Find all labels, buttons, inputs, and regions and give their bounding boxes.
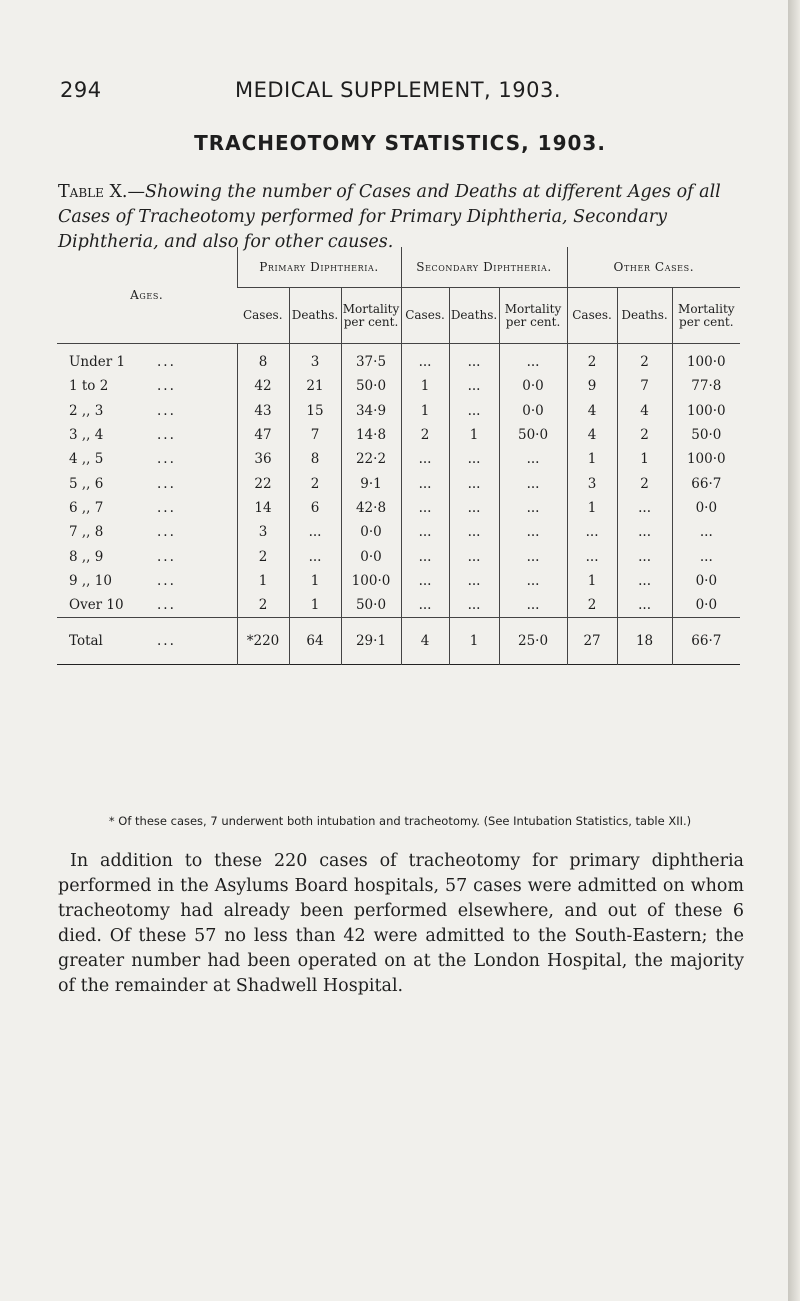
age-cell xyxy=(57,344,237,375)
subheader: Cases. xyxy=(567,288,617,344)
value-cell: 9 xyxy=(567,374,617,398)
value-cell: 42 xyxy=(237,374,289,398)
leader-dots: ... xyxy=(157,499,176,516)
value-cell: 1 xyxy=(567,496,617,520)
age-cell xyxy=(57,544,237,568)
value-cell: ... xyxy=(401,544,449,568)
total-row xyxy=(57,618,740,665)
table-row xyxy=(57,374,740,398)
age-label: 5 ,, 6 xyxy=(69,475,104,492)
value-cell: 4 xyxy=(617,399,672,423)
value-cell: ... xyxy=(499,544,567,568)
leader-dots: ... xyxy=(157,597,176,614)
table-row xyxy=(57,544,740,568)
value-cell: ... xyxy=(401,593,449,618)
value-cell: 1 xyxy=(401,399,449,423)
value-cell: ... xyxy=(449,593,499,618)
value-cell: 0·0 xyxy=(672,496,740,520)
value-cell: 2 xyxy=(617,344,672,375)
value-cell: 0·0 xyxy=(341,520,401,544)
leader-dots: ... xyxy=(157,451,176,468)
value-cell: 0·0 xyxy=(341,544,401,568)
age-label: 7 ,, 8 xyxy=(69,524,104,541)
value-cell: ... xyxy=(401,569,449,593)
value-cell: 42·8 xyxy=(341,496,401,520)
leader-dots: ... xyxy=(157,572,176,589)
value-cell: 1 xyxy=(289,569,341,593)
value-cell: ... xyxy=(449,344,499,375)
value-cell: 4 xyxy=(567,399,617,423)
value-cell: ... xyxy=(401,471,449,495)
value-cell: ... xyxy=(449,520,499,544)
value-cell: *220 xyxy=(237,618,289,665)
value-cell: 100·0 xyxy=(341,569,401,593)
table-row xyxy=(57,447,740,471)
value-cell: 50·0 xyxy=(341,374,401,398)
value-cell: ... xyxy=(449,447,499,471)
value-cell: ... xyxy=(499,520,567,544)
value-cell: ... xyxy=(449,569,499,593)
value-cell: 21 xyxy=(289,374,341,398)
subheader: Deaths. xyxy=(617,288,672,344)
value-cell: ... xyxy=(401,520,449,544)
value-cell: 1 xyxy=(617,447,672,471)
value-cell: 1 xyxy=(289,593,341,618)
value-cell: 0·0 xyxy=(672,593,740,618)
age-cell xyxy=(57,423,237,447)
leader-dots: ... xyxy=(157,402,176,419)
value-cell: 22·2 xyxy=(341,447,401,471)
table-row xyxy=(57,569,740,593)
age-cell xyxy=(57,471,237,495)
leader-dots: ... xyxy=(157,633,176,650)
value-cell: 36 xyxy=(237,447,289,471)
running-title: MEDICAL SUPPLEMENT, 1903. xyxy=(234,78,562,102)
age-label: Under 1 xyxy=(69,354,126,371)
value-cell: 25·0 xyxy=(499,618,567,665)
value-cell: 0·0 xyxy=(672,569,740,593)
value-cell: 2 xyxy=(401,423,449,447)
value-cell: 7 xyxy=(289,423,341,447)
age-cell xyxy=(57,520,237,544)
value-cell: 1 xyxy=(401,374,449,398)
value-cell: 1 xyxy=(567,569,617,593)
tracheotomy-table xyxy=(57,247,740,665)
table-caption xyxy=(58,180,748,255)
value-cell: 22 xyxy=(237,471,289,495)
value-cell: 50·0 xyxy=(341,593,401,618)
value-cell: ... xyxy=(289,520,341,544)
age-label: 8 ,, 9 xyxy=(69,548,104,565)
value-cell: ... xyxy=(401,344,449,375)
value-cell: 66·7 xyxy=(672,618,740,665)
leader-dots: ... xyxy=(157,378,176,395)
value-cell: 100·0 xyxy=(672,447,740,471)
value-cell: 8 xyxy=(237,344,289,375)
value-cell: 77·8 xyxy=(672,374,740,398)
value-cell: 50·0 xyxy=(672,423,740,447)
age-label: 2 ,, 3 xyxy=(69,402,104,419)
table-row xyxy=(57,399,740,423)
value-cell: 3 xyxy=(289,344,341,375)
subheader: Mortality per cent. xyxy=(499,288,567,344)
value-cell: ... xyxy=(499,496,567,520)
value-cell: 47 xyxy=(237,423,289,447)
value-cell: 15 xyxy=(289,399,341,423)
value-cell: ... xyxy=(617,544,672,568)
subheader: Mortality per cent. xyxy=(672,288,740,344)
value-cell: 2 xyxy=(237,544,289,568)
table-row xyxy=(57,471,740,495)
age-cell xyxy=(57,496,237,520)
value-cell: ... xyxy=(289,544,341,568)
value-cell: ... xyxy=(499,471,567,495)
table-label: Table X. xyxy=(58,182,128,202)
age-label: 4 ,, 5 xyxy=(69,451,104,468)
value-cell: 64 xyxy=(289,618,341,665)
value-cell: 18 xyxy=(617,618,672,665)
leader-dots: ... xyxy=(157,548,176,565)
value-cell: ... xyxy=(672,520,740,544)
value-cell: 2 xyxy=(617,471,672,495)
value-cell: 14·8 xyxy=(341,423,401,447)
age-label: Over 10 xyxy=(69,597,124,614)
value-cell: 66·7 xyxy=(672,471,740,495)
value-cell: 1 xyxy=(237,569,289,593)
leader-dots: ... xyxy=(157,354,176,371)
value-cell: ... xyxy=(672,544,740,568)
group-header-secondary: Secondary Diphtheria. xyxy=(401,247,567,288)
value-cell: ... xyxy=(499,593,567,618)
body-paragraph: In addition to these 220 cases of tracheotomy for primary diphtheria performed in the Asylums Board hospitals, 57 cases were admitted on whom tracheotomy had already been performed elsewhere, and out of these 6 died. Of these 57 no less than 42 were admitted to the South-Eastern; the greater number had been operated on at the London Hospital, the majority of the remainder at Shadwell Hospital. xyxy=(58,851,744,996)
value-cell: 0·0 xyxy=(499,374,567,398)
table-row xyxy=(57,496,740,520)
age-cell xyxy=(57,447,237,471)
value-cell: 100·0 xyxy=(672,344,740,375)
value-cell: ... xyxy=(449,544,499,568)
value-cell: 2 xyxy=(617,423,672,447)
value-cell: ... xyxy=(401,447,449,471)
value-cell: ... xyxy=(449,399,499,423)
value-cell: ... xyxy=(401,496,449,520)
value-cell: 4 xyxy=(567,423,617,447)
group-header-other: Other Cases. xyxy=(567,247,740,288)
value-cell: 100·0 xyxy=(672,399,740,423)
running-header xyxy=(60,78,736,110)
ages-header: Ages. xyxy=(57,247,237,344)
footnote: * Of these cases, 7 underwent both intubation and tracheotomy. (See Intubation Statistics, table XII.) xyxy=(108,814,692,828)
page-edge xyxy=(788,0,800,1301)
leader-dots: ... xyxy=(157,475,176,492)
page-title: TRACHEOTOMY STATISTICS, 1903. xyxy=(194,131,606,155)
value-cell: 50·0 xyxy=(499,423,567,447)
leader-dots: ... xyxy=(157,427,176,444)
value-cell: 29·1 xyxy=(341,618,401,665)
value-cell: ... xyxy=(499,344,567,375)
value-cell: 4 xyxy=(401,618,449,665)
age-label: Total xyxy=(69,633,103,650)
value-cell: 6 xyxy=(289,496,341,520)
value-cell: 1 xyxy=(449,618,499,665)
value-cell: 2 xyxy=(289,471,341,495)
table-row xyxy=(57,344,740,375)
table-row xyxy=(57,423,740,447)
value-cell: ... xyxy=(617,496,672,520)
value-cell: ... xyxy=(449,374,499,398)
subheader: Cases. xyxy=(401,288,449,344)
value-cell: ... xyxy=(499,447,567,471)
value-cell: 1 xyxy=(567,447,617,471)
table-row xyxy=(57,520,740,544)
value-cell: 37·5 xyxy=(341,344,401,375)
group-header-primary: Primary Diphtheria. xyxy=(237,247,401,288)
value-cell: 8 xyxy=(289,447,341,471)
value-cell: 34·9 xyxy=(341,399,401,423)
age-cell xyxy=(57,593,237,618)
table-row xyxy=(57,593,740,618)
subheader: Cases. xyxy=(237,288,289,344)
age-label: 6 ,, 7 xyxy=(69,499,104,516)
age-label: 1 to 2 xyxy=(69,378,109,395)
subheader: Deaths. xyxy=(449,288,499,344)
age-cell xyxy=(57,399,237,423)
age-cell xyxy=(57,618,237,665)
value-cell: ... xyxy=(617,593,672,618)
value-cell: 3 xyxy=(567,471,617,495)
age-label: 3 ,, 4 xyxy=(69,427,104,444)
age-cell xyxy=(57,374,237,398)
value-cell: 43 xyxy=(237,399,289,423)
value-cell: 0·0 xyxy=(499,399,567,423)
value-cell: ... xyxy=(567,544,617,568)
value-cell: 9·1 xyxy=(341,471,401,495)
table-description: —Showing the number of Cases and Deaths at different Ages of all Cases of Tracheotomy performed for Primary Diphtheria, Secondary Diphtheria, and also for other causes. xyxy=(58,182,721,252)
value-cell: ... xyxy=(449,471,499,495)
page-number: 294 xyxy=(60,78,102,102)
value-cell: 2 xyxy=(567,593,617,618)
age-label: 9 ,, 10 xyxy=(69,572,112,589)
value-cell: 3 xyxy=(237,520,289,544)
value-cell: 2 xyxy=(237,593,289,618)
value-cell: ... xyxy=(449,496,499,520)
value-cell: ... xyxy=(617,520,672,544)
leader-dots: ... xyxy=(157,524,176,541)
subheader: Mortality per cent. xyxy=(341,288,401,344)
value-cell: 27 xyxy=(567,618,617,665)
value-cell: 1 xyxy=(449,423,499,447)
value-cell: ... xyxy=(617,569,672,593)
age-cell xyxy=(57,569,237,593)
value-cell: ... xyxy=(567,520,617,544)
subheader: Deaths. xyxy=(289,288,341,344)
value-cell: ... xyxy=(499,569,567,593)
value-cell: 14 xyxy=(237,496,289,520)
value-cell: 7 xyxy=(617,374,672,398)
value-cell: 2 xyxy=(567,344,617,375)
